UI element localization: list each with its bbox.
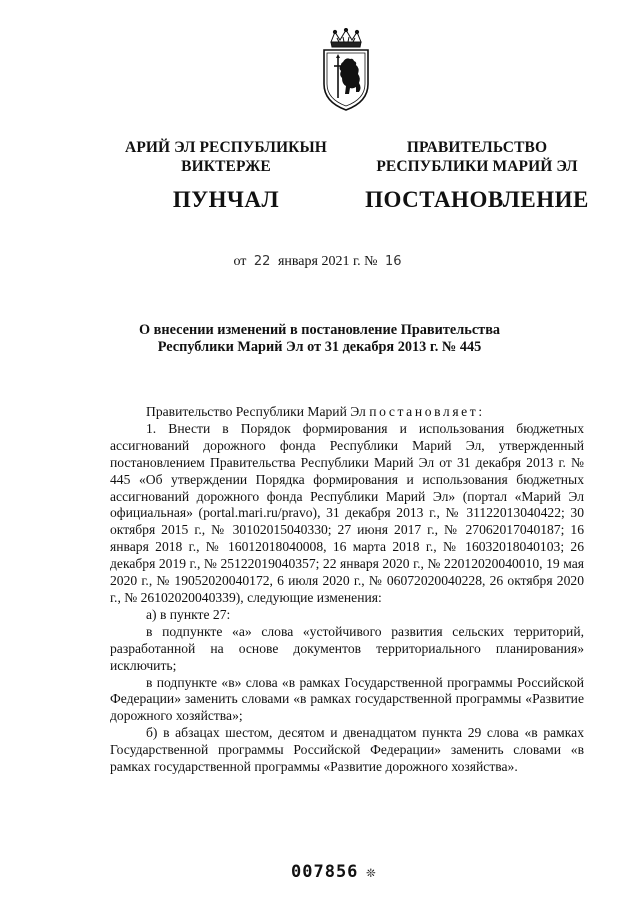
title-line2: Республики Марий Эл от 31 декабря 2013 г. № 445 [157, 339, 482, 355]
header-right-doc-type: ПОСТАНОВЛЕНИЕ [365, 187, 589, 212]
header-left-block [112, 138, 340, 213]
body-lead-decree-word: постановляет: [369, 404, 485, 419]
footer-mark-icon: ❊ [366, 863, 377, 881]
body-lead-text: Правительство Республики Марий Эл [146, 404, 370, 419]
header-right-line2: РЕСПУБЛИКИ МАРИЙ ЭЛ [376, 158, 578, 175]
body-paragraph-3: в подпункте «а» слова «устойчивого развития сельских территорий, разработанной на основе документов территориального планирования» исключить; [110, 623, 584, 673]
header-left-doc-type: ПУНЧАЛ [172, 187, 280, 212]
date-day: 22 [253, 254, 271, 269]
document-body [110, 404, 584, 776]
document-number: 16 [384, 254, 402, 269]
body-paragraph-1: 1. Внести в Порядок формирования и использования бюджетных ассигнований дорожного фонда Республики Марий Эл, утвержденный постановлением Правительства Республики Марий Эл от 31 декабря 2013 г. № 445 «Об утверждении Порядка формирования и использования бюджетных ассигнований дорожного фонда Республики Марий Эл» (портал «Марий Эл официальная» (portal.mari.ru/pravo), 31 декабря 2013 г., № 31122013040422; 30 октября 2015 г., № 30102015040330; 27 июня 2017 г., № 27062017040187; 16 января 2018 г., № 16012018040008, 16 марта 2018 г., № 16032018040103; 26 декабря 2019 г., № 25122019040357; 22 января 2020 г., № 22012020040010, 19 мая 2020 г., № 19052020040172, 6 июля 2020 г., № 06072020040228, 26 октября 2020 г., № 26102020040339), следующие изменения: [110, 420, 584, 605]
header-left-line1: АРИЙ ЭЛ РЕСПУБЛИКЫН [125, 139, 327, 156]
title-line1: О внесении изменений в постановление Правительства [138, 322, 501, 338]
header-right-block [362, 138, 592, 213]
header-left-line2: ВИКТЕРЖЕ [181, 158, 271, 175]
coat-of-arms-icon [319, 28, 373, 112]
body-paragraph-5: б) в абзацах шестом, десятом и двенадцатом пункта 29 слова «в рамках Государственной программы Российской Федерации» заменить словами «в рамках государственной программы «Развитие дорожного хозяйства». [110, 725, 584, 775]
document-title [80, 322, 559, 356]
document-date-line [0, 254, 639, 270]
serial-number: 007856 [291, 862, 359, 882]
date-prefix: от [233, 254, 247, 269]
body-lead [110, 404, 584, 421]
header-right-line1: ПРАВИТЕЛЬСТВО [406, 139, 548, 156]
footer-serial [291, 862, 376, 882]
body-paragraph-4: в подпункте «в» слова «в рамках Государственной программы Российской Федерации» заменить словами «в рамках государственной программы «Развитие дорожного хозяйства»; [110, 674, 584, 724]
date-month-year: января 2021 г. № [277, 254, 378, 269]
body-paragraph-2: а) в пункте 27: [146, 606, 231, 622]
